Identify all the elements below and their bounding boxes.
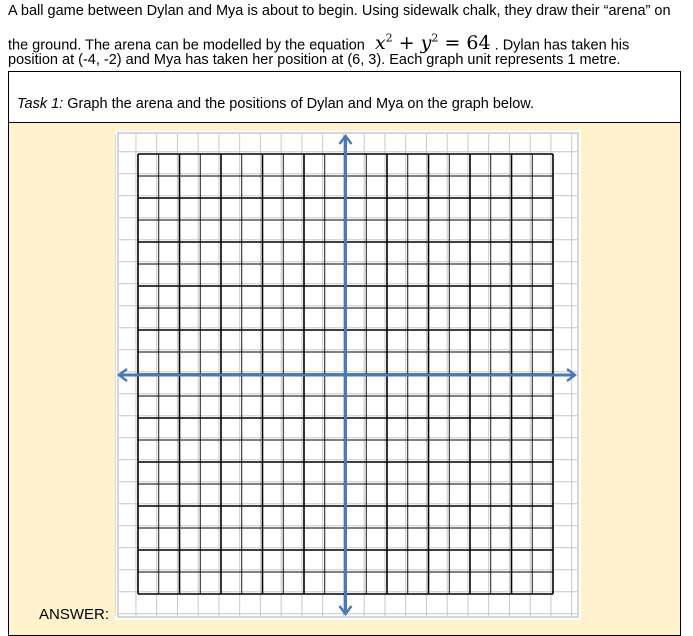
task-box bbox=[8, 71, 681, 123]
task-instruction bbox=[17, 96, 534, 112]
problem-line-2-start: the ground. The arena can be modelled by the equation bbox=[8, 37, 365, 54]
problem-line-2 bbox=[8, 32, 629, 54]
problem-line-2-end: . Dylan has taken his bbox=[494, 37, 630, 54]
task-text: Graph the arena and the positions of Dylan and Mya on the graph below. bbox=[67, 96, 534, 112]
problem-line-3: position at (-4, -2) and Mya has taken her position at (6, 3). Each graph unit represents 1 metre. bbox=[8, 52, 621, 68]
problem-line-1: A ball game between Dylan and Mya is about to begin. Using sidewalk chalk, they draw their “arena” on bbox=[8, 3, 671, 19]
coordinate-grid[interactable] bbox=[115, 130, 581, 620]
circle-equation: $x^2 + y^2 = 64$ bbox=[374, 32, 491, 55]
answer-label: ANSWER: bbox=[39, 606, 110, 623]
task-label: Task 1: bbox=[17, 96, 64, 112]
